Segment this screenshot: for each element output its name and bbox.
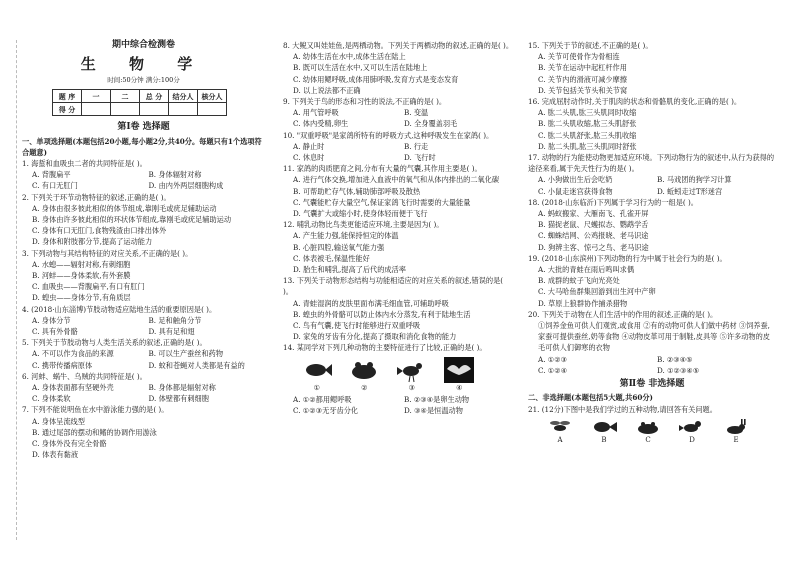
question-option: B. 身体由许多彼此相似的环状体节组成,靠刚毛或疣足辅助运动 (32, 215, 232, 225)
question (283, 163, 515, 219)
question-options (528, 174, 776, 196)
question-stem: 19. (2018·山东滨州)下列动物的行为中属于社会行为的是( )。 (528, 253, 727, 263)
question-stem: 2. 下列关于环节动物特征的叙述,正确的是( )。 (22, 192, 171, 202)
question-option: A. 不可以作为食品的来源 (32, 349, 114, 359)
question-option: A. 背腹扁平 (32, 170, 71, 180)
question-options (528, 354, 776, 376)
question-options (22, 203, 265, 248)
question-option: B. 变温 (404, 108, 429, 118)
exam-subject: 生 物 学 (80, 55, 207, 74)
question (22, 337, 265, 371)
question-option: D. 狗辨主客、惊弓之鸟、老马识途 (538, 242, 649, 252)
question-stem: 5. 下列关于节肢动物与人类生活关系的叙述,正确的是( )。 (22, 338, 207, 348)
question-option: C. 幼体用鳃呼吸,成体用肺呼吸,发育方式是变态发育 (293, 74, 459, 84)
question-option: D. 蝗虫——身体分节,有角质层 (32, 293, 131, 303)
question-options (283, 174, 515, 219)
question-options (22, 169, 265, 191)
question (528, 40, 776, 96)
question-option: B. 身体辐射对称 (148, 170, 202, 180)
question-option: D. 身体和附肢都分节,提高了运动能力 (32, 237, 153, 247)
question-option: A. 肱二头肌,肱三头肌同时收缩 (538, 108, 637, 118)
question-options (22, 416, 265, 461)
score-cell (111, 103, 140, 116)
question-options (528, 264, 776, 309)
question-options (528, 51, 776, 96)
question-options (283, 107, 515, 129)
question-option: B. 马戏团的狗学习计算 (657, 175, 732, 185)
section-1-title: 第Ⅰ卷 选择题 (117, 122, 170, 133)
question-option: A. 大批的青蛙在雨后鸣叫求偶 (538, 265, 635, 275)
question-option: C. 携带传播病原体 (32, 360, 93, 370)
section-2-title: 第Ⅱ卷 非选择题 (619, 379, 685, 390)
question-option: B. 蝗虫的外骨骼可以防止体内水分蒸发,有利于陆地生活 (293, 309, 471, 319)
question-option: B. 可以生产蚕丝和药物 (148, 349, 224, 359)
question-option: A. 水螅——辐射对称,有刺细胞 (32, 259, 131, 269)
question-option: D. ③④是恒温动物 (404, 406, 463, 416)
question (22, 304, 265, 338)
question (283, 96, 515, 130)
question-option: D. 由内外两层细胞构成 (148, 181, 224, 191)
score-header-cell: 总 分 (140, 90, 169, 103)
question-option: C. 小鼠走迷宫获得食物 (538, 186, 613, 196)
question-option: D. 肱二头肌,肱三头肌同时舒张 (538, 141, 637, 151)
question-options (22, 348, 265, 370)
question-option: D. 蚊和苍蝇对人类都是有益的 (148, 360, 245, 370)
score-table (52, 89, 227, 116)
question-option: A. 进行气体交换,增加进入血液中的氧气和从体内排出的二氧化碳 (293, 175, 500, 185)
column-3 (528, 40, 776, 446)
question (528, 197, 776, 253)
question-option: A. 用气管呼吸 (293, 108, 339, 118)
frog-icon (349, 357, 379, 383)
fish-icon (591, 419, 617, 435)
question-option: C. ①②④ (538, 365, 568, 375)
score-table-header-row (53, 90, 227, 103)
q14-label: ④ (456, 383, 463, 392)
question (528, 253, 776, 309)
question-options (283, 141, 515, 163)
question-option: C. 身体有口无肛门,食物残渣由口排出体外 (32, 226, 167, 236)
rabbit-icon (723, 419, 749, 435)
question-option: D. 飞行时 (404, 153, 436, 163)
score-row-label: 得 分 (53, 103, 82, 116)
q21-label: E (733, 435, 739, 444)
question-stem: 11. 家鸽的肉质肥育之间,分布有大量的气囊,其作用主要是( )。 (283, 164, 482, 174)
question-option: D. 蚯蚓走过T形迷宫 (657, 186, 723, 196)
question-options (22, 382, 265, 404)
questions-column-2 (283, 40, 515, 354)
question-option: A. 身体由很多彼此相似的体节组成,靠刚毛或疣足辅助运动 (32, 203, 217, 213)
question-option: D. 胎生和哺乳,提高了后代的成活率 (293, 265, 406, 275)
score-header-cell: 结分人 (169, 90, 198, 103)
question-option: A. 产生能力强,能保持恒定的体温 (293, 231, 399, 241)
question (283, 130, 515, 164)
question-option: A. 小狗做出生后会吃奶 (538, 175, 613, 185)
section-1-instruction: 一、单项选择题(本题包括20小题,每小题2分,共40分。每题只有1个选项符合题意) (22, 136, 262, 157)
question-option: ①饲养金鱼可供人们观赏,或食用 ②有的动物可供人们做中药材 ③饲养蚕,家蚕可提供蚕丝,奶等食物 ④动物皮革可用于制鞋,皮具等 ⑤许多动物的皮毛可供人们御寒的衣物 (538, 321, 770, 353)
question-option: A. 身体呈流线型 (32, 416, 85, 426)
q14-label: ① (313, 383, 320, 392)
question-option: B. 足和触角分节 (148, 315, 202, 325)
question-option: D. ①②③④⑤ (657, 365, 700, 375)
bird-icon (397, 357, 427, 383)
question-option: C. 体内受精,卵生 (293, 119, 349, 129)
question-option: A. 关节可使骨作为骨相连 (538, 52, 620, 62)
question-option: D. 关节包括关节头和关节窝 (538, 85, 628, 95)
question-options (528, 107, 776, 152)
question-stem: 13. 下列关于动物形态结构与功能相适应的对应关系的叙述,错误的是( )。 (283, 276, 504, 297)
question-option: B. 猫捉老鼠、尺蠖拟态、鹦鹉学舌 (538, 220, 649, 230)
score-cell (82, 103, 111, 116)
score-header-cell: 一 (82, 90, 111, 103)
binding-line (6, 40, 17, 540)
question (528, 152, 776, 197)
q21-label: D (689, 435, 695, 444)
question-stem: 1. 海蜇和血吸虫二者的共同特征是( )。 (22, 159, 147, 169)
question-option: C. 气囊能贮存大量空气,保证家鸽飞行时需要的大量能量 (293, 197, 471, 207)
question-option: B. 既可以生活在水中,又可以生活在陆地上 (293, 63, 428, 73)
question-stem: 3. 下列动物与其结构特征的对应关系,不正确的是( )。 (22, 248, 193, 258)
question-options (283, 298, 515, 343)
question (22, 371, 265, 405)
question-option: C. ①②③无牙齿分化 (293, 406, 359, 416)
q21-animal (723, 419, 749, 446)
questions-column-2-tail (283, 394, 515, 416)
questions-column-1 (22, 158, 265, 460)
question (283, 219, 515, 275)
question-option: A. ①②都用鳃呼吸 (293, 394, 352, 404)
question-option: B. 肱二头肌收缩,肱三头肌舒张 (538, 119, 637, 129)
question-option: D. 体壁都有刺细胞 (148, 394, 209, 404)
question (528, 309, 776, 376)
q21-animal (591, 419, 617, 446)
fly-icon (547, 419, 573, 435)
question-stem: 15. 下列关于节的叙述,不正确的是( )。 (528, 41, 653, 50)
question-stem: 4. (2018·山东淄博)节肢动物适应陆地生活的重要原因是( )。 (22, 304, 217, 314)
question-option: B. 成群的蚊子飞向光亮处 (538, 276, 620, 286)
bat-icon (444, 357, 474, 383)
question-stem: 12. 哺乳动物比鸟类更能适应环境,主要是因为( )。 (283, 220, 444, 230)
question-option: C. 鸟有气囊,使飞行时能够进行双重呼吸 (293, 321, 421, 331)
question-options (528, 208, 776, 253)
exam-title: 期中综合检测卷 (111, 40, 175, 50)
question-option: C. 肱二头肌舒张,肱三头肌收缩 (538, 130, 637, 140)
question-option: C. 具有外骨骼 (32, 327, 78, 337)
question-option: B. 身体都是辐射对称 (148, 383, 216, 393)
question (528, 96, 776, 152)
question-option: B. 关节在运动中起杠杆作用 (538, 63, 627, 73)
q14-animal (302, 357, 332, 394)
question (22, 158, 265, 192)
question-option: B. ②③④⑤ (657, 354, 693, 364)
q14-label: ③ (408, 383, 415, 392)
question-option: B. 心脏四腔,输送氧气能力强 (293, 242, 385, 252)
question-option: B. 可帮助贮存气体,辅助肺部呼吸及散热 (293, 186, 421, 196)
question-option: D. 体表有黏液 (32, 450, 79, 460)
frog-icon (635, 419, 661, 435)
question-options (283, 230, 515, 275)
question-stem: 8. 大鲵又叫娃娃鱼,是两栖动物。下列关于两栖动物的叙述,正确的是( )。 (283, 41, 514, 50)
question-option: D. 家兔的牙齿有分化,提高了摄取和消化食物的能力 (293, 332, 457, 342)
q14-animal (349, 357, 379, 394)
question-options (22, 315, 265, 337)
question-option: C. 大马哈鱼群集回游到出生河中产卵 (538, 287, 656, 297)
question-option: D. 以上说法都不正确 (293, 85, 361, 95)
question-option: C. 身体柔软 (32, 394, 71, 404)
question-option: D. 具有足和翅 (148, 327, 195, 337)
question-option: B. 河蚌——身体柔软,有外套膜 (32, 271, 131, 281)
question-options (22, 259, 265, 304)
score-header-cell: 题 序 (53, 90, 82, 103)
q14-label: ② (361, 383, 368, 392)
question-21-stem: 21. (12分)下图中是我们学过的五种动物,请回答有关问题。 (528, 404, 717, 414)
question-option: C. 休息时 (293, 153, 325, 163)
question (283, 275, 515, 342)
question-option: C. 关节内的滑液可减少摩擦 (538, 74, 627, 84)
question-option: A. 静止时 (293, 141, 325, 151)
score-cell (140, 103, 169, 116)
question-option: B. ②③④是卵生动物 (404, 394, 470, 404)
q14-animal (397, 357, 427, 394)
questions-column-3 (528, 40, 776, 376)
question-option: A. 蚂蚁搬家、大雁南飞、孔雀开屏 (538, 209, 649, 219)
score-cell (169, 103, 198, 116)
q21-label: B (601, 435, 607, 444)
q14-figure (293, 357, 483, 394)
exam-meta: 时间:50分钟 满分:100分 (107, 76, 180, 85)
question-option: C. 有口无肛门 (32, 181, 78, 191)
score-table-score-row (53, 103, 227, 116)
question-option: A. 身体表面都有坚硬外壳 (32, 383, 114, 393)
score-header-cell: 二 (111, 90, 140, 103)
score-header-cell: 核分人 (198, 90, 227, 103)
question-option: B. 通过尾部的摆动和鳍的协调作用游泳 (32, 427, 157, 437)
column-1 (22, 40, 265, 461)
bird-icon (679, 419, 705, 435)
question-option: B. 行走 (404, 141, 429, 151)
score-cell (198, 103, 227, 116)
q14-animal (444, 357, 474, 394)
question-option: C. 血吸虫——背腹扁平,有口有肛门 (32, 282, 145, 292)
fish-icon (302, 357, 332, 383)
question-option: A. 青蛙湿润的皮肤里面布满毛细血管,可辅助呼吸 (293, 298, 449, 308)
question-stem: 7. 下列不能说明鱼在水中游泳能力强的是( )。 (22, 405, 169, 415)
question-stem: 18. (2018·山东临沂)下列属于学习行为的一组是( )。 (528, 197, 698, 207)
question-stem: 16. 完成屈肘动作时,关于肌肉的状态和骨骼肌的变化,正确的是( )。 (528, 97, 742, 107)
question-option: C. 体表被毛,保温性能好 (293, 253, 370, 263)
question-options (283, 51, 515, 96)
question (22, 404, 265, 460)
question-option: A. 身体分节 (32, 315, 71, 325)
question-options (528, 320, 776, 354)
question-option: A. ①②③ (538, 354, 568, 364)
q21-label: A (557, 435, 563, 444)
question-option: D. 气囊扩大或缩小时,使身体轻而便于飞行 (293, 209, 428, 219)
question (22, 248, 265, 304)
question-option: D. 草原上狼群协作捕杀猎物 (538, 298, 628, 308)
question-stem: 17. 动物的行为能使动物更加适应环境。下列动物行为的叙述中,从行为获得的途径来看,属于先天性行为的是( )。 (528, 153, 775, 174)
question-stem: 6. 河蚌、蜗牛、乌贼的共同特征是( )。 (22, 371, 147, 381)
question-stem: 9. 下列关于鸟的形态和习性的说法,不正确的是( )。 (283, 97, 447, 107)
q21-figure (538, 419, 758, 446)
q21-animal (679, 419, 705, 446)
question-option: C. 身体外没有完全骨骼 (32, 439, 107, 449)
question-stem: 20. 下列关于动物在人们生活中的作用的叙述,正确的是( )。 (528, 309, 718, 319)
question-stem: 10. "双重呼吸"是家鸽所特有的呼吸方式,这种呼吸发生在家鸽( )。 (283, 130, 494, 140)
question-option: C. 蜘蛛结网、公鸡报晓、老马识途 (538, 231, 649, 241)
question-options (283, 394, 515, 416)
section-2-instruction: 二、非选择题(本题包括5大题,共60分) (528, 393, 653, 403)
column-2 (283, 40, 515, 416)
q21-animal (635, 419, 661, 446)
question (283, 40, 515, 96)
q21-animal (547, 419, 573, 446)
question-stem: 14. 某同学对下列几种动物的主要特征进行了比较,正确的是( )。 (283, 343, 487, 353)
question-option: A. 幼体生活在水中,成体生活在陆上 (293, 52, 406, 62)
question (22, 192, 265, 248)
question-option: D. 全身覆盖羽毛 (404, 119, 458, 129)
q21-label: C (645, 435, 651, 444)
